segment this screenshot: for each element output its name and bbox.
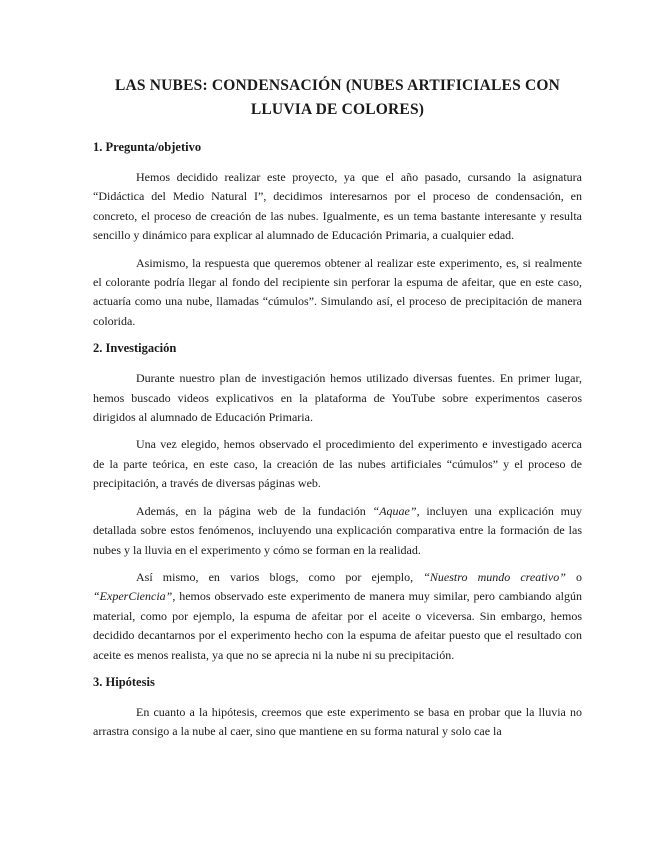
section-heading: 1. Pregunta/objetivo [93,140,202,154]
section-hipotesis [93,673,582,742]
paragraph [93,502,582,560]
quoted-source: “ExperCiencia” [93,589,173,604]
document-title: LAS NUBES: CONDENSACIÓN (NUBES ARTIFICIALES CON LLUVIA DE COLORES) [114,77,561,118]
paragraph: En cuanto a la hipótesis, creemos que este experimento se basa en probar que la lluvia no arrastra consigo a la nube al caer, sino que mantiene en su forma natural y solo cae la [93,704,582,739]
paragraph: Hemos decidido realizar este proyecto, ya que el año pasado, cursando la asignatura “Didáctica del Medio Natural I”, decidimos interesarnos por el proceso de condensación, en concreto, el proceso de creación de las nubes. Igualmente, es un tema bastante interesante y resulta sencillo y dinámico para explicar al alumnado de Educación Primaria, a cualquier edad. [93,170,582,243]
section-pregunta-objetivo [93,138,582,331]
paragraph-text: , hemos observado este experimento de manera muy similar, pero cambiando algún material, como por ejemplo, la espuma de afeitar por el aceite o viceversa. Sin embargo, hemos decidido decantarnos por el experimento hecho con la espuma de afeitar puesto que el resultado con aceite es menos realista, ya que no se aprecia ni la nube ni su precipitación. [93,589,582,662]
page-content [93,74,582,742]
paragraph-text: Así mismo, en varios blogs, como por ejemplo, [136,569,424,584]
paragraph-text: Además, en la página web de la fundación [136,503,373,518]
paragraph-text: o [565,569,583,584]
paragraph: Durante nuestro plan de investigación hemos utilizado diversas fuentes. En primer lugar, hemos buscado videos explicativos en la plataforma de YouTube sobre experimentos caseros dirigidos al alumnado de Educación Primaria. [93,371,582,425]
paragraph: Asimismo, la respuesta que queremos obtener al realizar este experimento, es, si realmente el colorante podría llegar al fondo del recipiente sin perforar la espuma de afeitar, que en este caso, actuaría como una nube, llamadas “cúmulos”. Simulando así, el proceso de precipitación de manera colorida. [93,255,582,328]
paragraph: Una vez elegido, hemos observado el procedimiento del experimento e investigado acerca de la parte teórica, en este caso, la creación de las nubes artificiales “cúmulos” y el proceso de precipitación, a través de diversas páginas web. [93,437,582,491]
section-heading: 3. Hipótesis [93,674,155,689]
quoted-source: “Nuestro mundo creativo” [423,569,566,584]
section-heading: 2. Investigación [93,341,177,356]
paragraph [93,568,582,665]
paragraph-text: , incluyen una explicación muy detallada sobre estos fenómenos, incluyendo una explicación comparativa entre la formación de las nubes y la lluvia en el experimento y cómo se forman en la realidad. [93,503,582,557]
quoted-source: “Aquae” [372,503,417,518]
section-investigacion [93,339,582,665]
